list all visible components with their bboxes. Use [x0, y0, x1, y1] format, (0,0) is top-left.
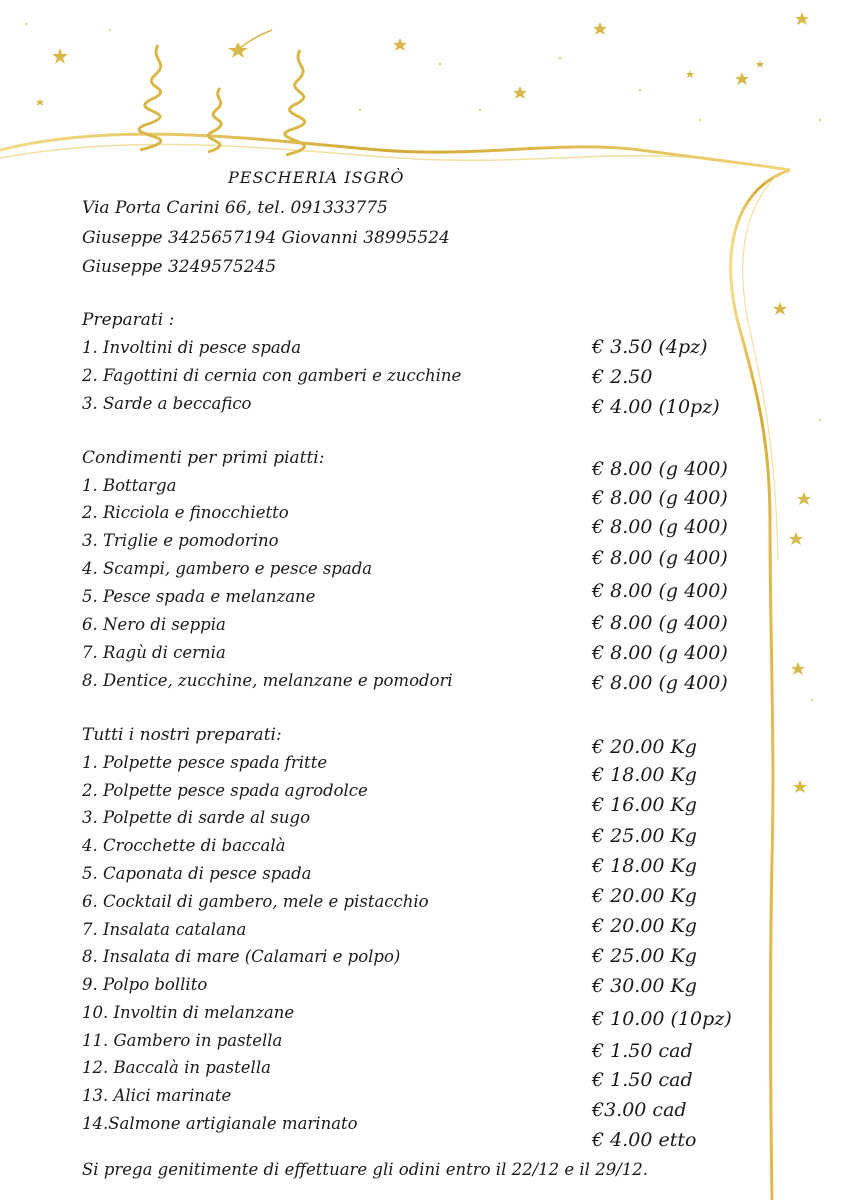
menu-item-price: € 3.50 (4pz)	[592, 336, 708, 358]
menu-item: 1. Involtini di pesce spada	[82, 338, 302, 357]
menu-item: 8. Insalata di mare (Calamari e polpo)	[82, 947, 401, 966]
menu-item: 3. Polpette di sarde al sugo	[82, 808, 311, 827]
menu-item: 1. Polpette pesce spada fritte	[82, 753, 328, 772]
menu-item: 1. Bottarga	[82, 476, 177, 495]
order-deadline-note: Si prega genitimente di effettuare gli odini entro il 22/12 e il 29/12.	[82, 1160, 648, 1179]
menu-item: 6. Cocktail di gambero, mele e pistacchio	[82, 892, 429, 911]
shop-phones-1: Giuseppe 3425657194 Giovanni 38995524	[82, 228, 450, 248]
menu-item: 8. Dentice, zucchine, melanzane e pomodori	[82, 671, 453, 690]
christmas-tree-icon	[139, 45, 161, 150]
menu-item-price: € 8.00 (g 400)	[592, 458, 728, 480]
menu-item-price: € 8.00 (g 400)	[592, 672, 728, 694]
menu-item: 12. Baccalà in pastella	[82, 1058, 271, 1077]
menu-item: 9. Polpo bollito	[82, 975, 208, 994]
menu-item-price: € 2.50	[592, 366, 653, 388]
gold-ribbon-side	[731, 170, 790, 1200]
section-title-preparati: Preparati :	[82, 310, 175, 330]
menu-item-price: € 8.00 (g 400)	[592, 642, 728, 664]
menu-item-price: € 8.00 (g 400)	[592, 612, 728, 634]
menu-item-price: € 25.00 Kg	[592, 945, 697, 967]
menu-item-price: € 20.00 Kg	[592, 736, 697, 758]
menu-item-price: € 30.00 Kg	[592, 975, 697, 997]
shop-phones-2: Giuseppe 3249575245	[82, 257, 277, 277]
menu-item: 10. Involtin di melanzane	[82, 1003, 295, 1022]
menu-item: 7. Ragù di cernia	[82, 643, 226, 662]
menu-item-price: € 18.00 Kg	[592, 855, 697, 877]
section-title-tutti: Tutti i nostri preparati:	[82, 725, 282, 745]
shop-title: PESCHERIA ISGRÒ	[228, 168, 405, 187]
menu-item: 3. Triglie e pomodorino	[82, 531, 279, 550]
menu-item-price: € 10.00 (10pz)	[592, 1008, 732, 1030]
menu-item-price: € 18.00 Kg	[592, 764, 697, 786]
menu-item: 13. Alici marinate	[82, 1086, 232, 1105]
menu-item: 4. Scampi, gambero e pesce spada	[82, 559, 373, 578]
menu-item-price: € 1.50 cad	[592, 1069, 693, 1091]
christmas-tree-icon	[208, 88, 221, 152]
menu-item: 11. Gambero in pastella	[82, 1031, 283, 1050]
menu-item: 2. Ricciola e finocchietto	[82, 503, 289, 522]
menu-item: 5. Pesce spada e melanzane	[82, 587, 316, 606]
shop-address: Via Porta Carini 66, tel. 091333775	[82, 198, 388, 218]
menu-item-price: € 1.50 cad	[592, 1040, 693, 1062]
gold-ribbon-top	[0, 134, 790, 170]
menu-item: 5. Caponata di pesce spada	[82, 864, 312, 883]
menu-item-price: € 4.00 (10pz)	[592, 396, 720, 418]
menu-item: 14.Salmone artigianale marinato	[82, 1114, 358, 1133]
menu-item-price: € 25.00 Kg	[592, 825, 697, 847]
menu-item-price: € 8.00 (g 400)	[592, 516, 728, 538]
menu-item: 3. Sarde a beccafico	[82, 394, 252, 413]
menu-item: 2. Fagottini di cernia con gamberi e zucchine	[82, 366, 462, 385]
menu-item-price: € 8.00 (g 400)	[592, 580, 728, 602]
menu-item: 7. Insalata catalana	[82, 920, 247, 939]
menu-item: 4. Crocchette di baccalà	[82, 836, 286, 855]
menu-item-price: € 8.00 (g 400)	[592, 487, 728, 509]
menu-item: 2. Polpette pesce spada agrodolce	[82, 781, 368, 800]
menu-item-price: € 20.00 Kg	[592, 885, 697, 907]
christmas-tree-icon	[285, 50, 305, 155]
menu-item: 6. Nero di seppia	[82, 615, 226, 634]
menu-item-price: € 4.00 etto	[592, 1129, 697, 1151]
menu-item-price: €3.00 cad	[592, 1099, 687, 1121]
menu-item-price: € 16.00 Kg	[592, 794, 697, 816]
shooting-star-icon	[228, 30, 272, 58]
section-title-condimenti: Condimenti per primi piatti:	[82, 448, 325, 468]
menu-item-price: € 20.00 Kg	[592, 915, 697, 937]
menu-item-price: € 8.00 (g 400)	[592, 547, 728, 569]
